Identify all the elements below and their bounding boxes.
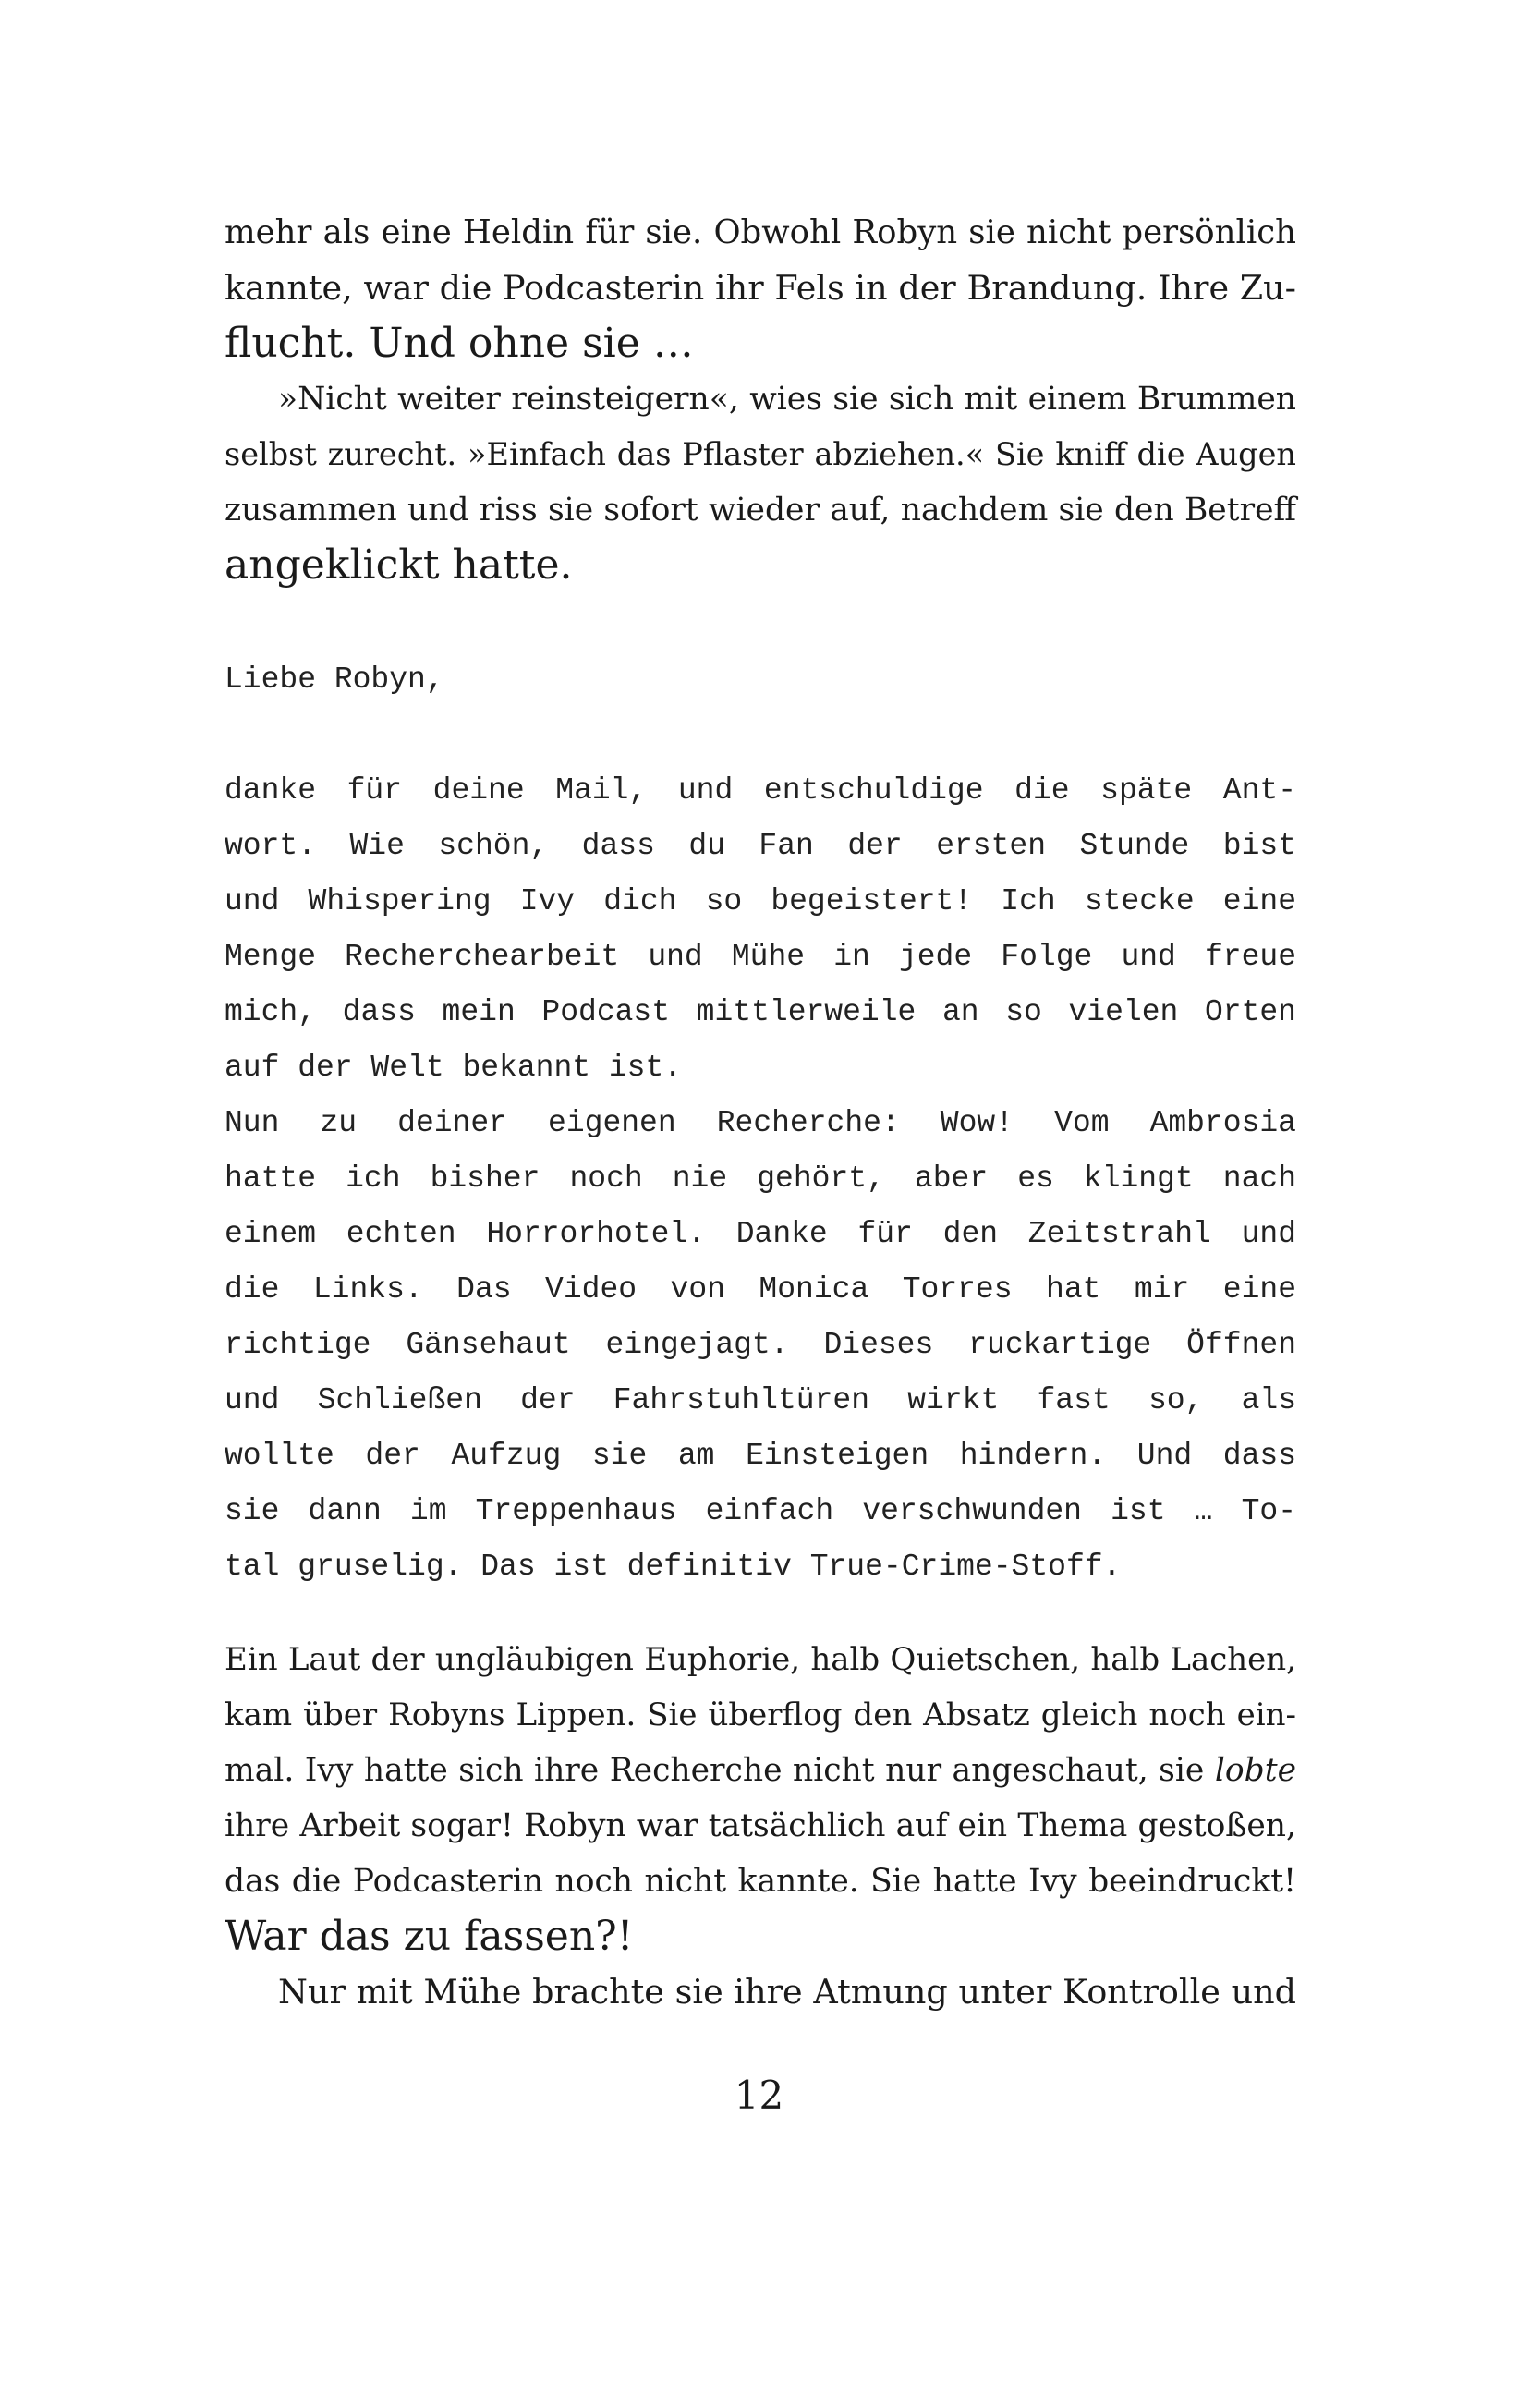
paragraph-2-line-3: zusammen und riss sie sofort wieder auf, nachdem sie den Betreff [225,492,1296,529]
page-number: 12 [734,2073,784,2118]
email-line-14: sie dann im Treppenhaus einfach verschwunden ist … To- [225,1494,1296,1528]
paragraph-3-line-6: War das zu fassen?! [225,1913,634,1960]
email-line-9: einem echten Horrorhotel. Danke für den Zeitstrahl und [225,1217,1296,1251]
paragraph-1-line-3: flucht. Und ohne sie … [225,320,694,367]
email-line-6: auf der Welt bekannt ist. [225,1051,683,1085]
emphasis-lobte: lobte [1214,1752,1296,1789]
email-line-12: und Schließen der Fahrstuhltüren wirkt fast so, als [225,1383,1296,1417]
email-line-13: wollte der Aufzug sie am Einsteigen hindern. Und dass [225,1439,1296,1473]
paragraph-4-line-1: Nur mit Mühe brachte sie ihre Atmung unter Kontrolle und [278,1972,1296,2012]
paragraph-2-line-2: selbst zurecht. »Einfach das Pflaster abziehen.« Sie kniff die Augen [225,436,1296,472]
paragraph-3-line-5: das die Podcasterin noch nicht kannte. Sie hatte Ivy beeindruckt! [225,1863,1296,1900]
email-line-5: mich, dass mein Podcast mittlerweile an so vielen Orten [225,995,1296,1029]
email-line-8: hatte ich bisher noch nie gehört, aber es klingt nach [225,1161,1296,1196]
email-line-3: und Whispering Ivy dich so begeistert! Ich stecke eine [225,884,1296,918]
email-line-10: die Links. Das Video von Monica Torres hat mir eine [225,1272,1296,1307]
paragraph-2-line-4: angeklickt hatte. [225,541,573,589]
paragraph-2-line-1: »Nicht weiter reinsteigern«, wies sie sich mit einem Brummen [278,381,1296,418]
email-line-1: danke für deine Mail, und entschuldige die späte Ant- [225,773,1296,808]
paragraph-3-line-1: Ein Laut der ungläubigen Euphorie, halb Quietschen, halb Lachen, [225,1641,1296,1678]
email-line-15: tal gruselig. Das ist definitiv True-Crime-Stoff. [225,1550,1122,1584]
email-line-2: wort. Wie schön, dass du Fan der ersten Stunde bist [225,829,1296,863]
email-greeting: Liebe Robyn, [225,663,444,697]
paragraph-3-line-3-text: mal. Ivy hatte sich ihre Recherche nicht nur angeschaut, sie [225,1752,1215,1789]
paragraph-1-line-2: kannte, war die Podcasterin ihr Fels in der Brandung. Ihre Zu- [225,268,1296,308]
email-line-4: Menge Recherchearbeit und Mühe in jede Folge und freue [225,940,1296,974]
paragraph-3-line-3 [225,1743,1296,1798]
paragraph-1-line-1: mehr als eine Heldin für sie. Obwohl Robyn sie nicht persönlich [225,213,1296,251]
paragraph-3-line-2: kam über Robyns Lippen. Sie überflog den Absatz gleich noch ein- [225,1697,1296,1733]
email-line-11: richtige Gänsehaut eingejagt. Dieses ruckartige Öffnen [225,1328,1296,1362]
paragraph-3-line-4: ihre Arbeit sogar! Robyn war tatsächlich auf ein Thema gestoßen, [225,1807,1296,1844]
email-line-7: Nun zu deiner eigenen Recherche: Wow! Vom Ambrosia [225,1106,1296,1140]
